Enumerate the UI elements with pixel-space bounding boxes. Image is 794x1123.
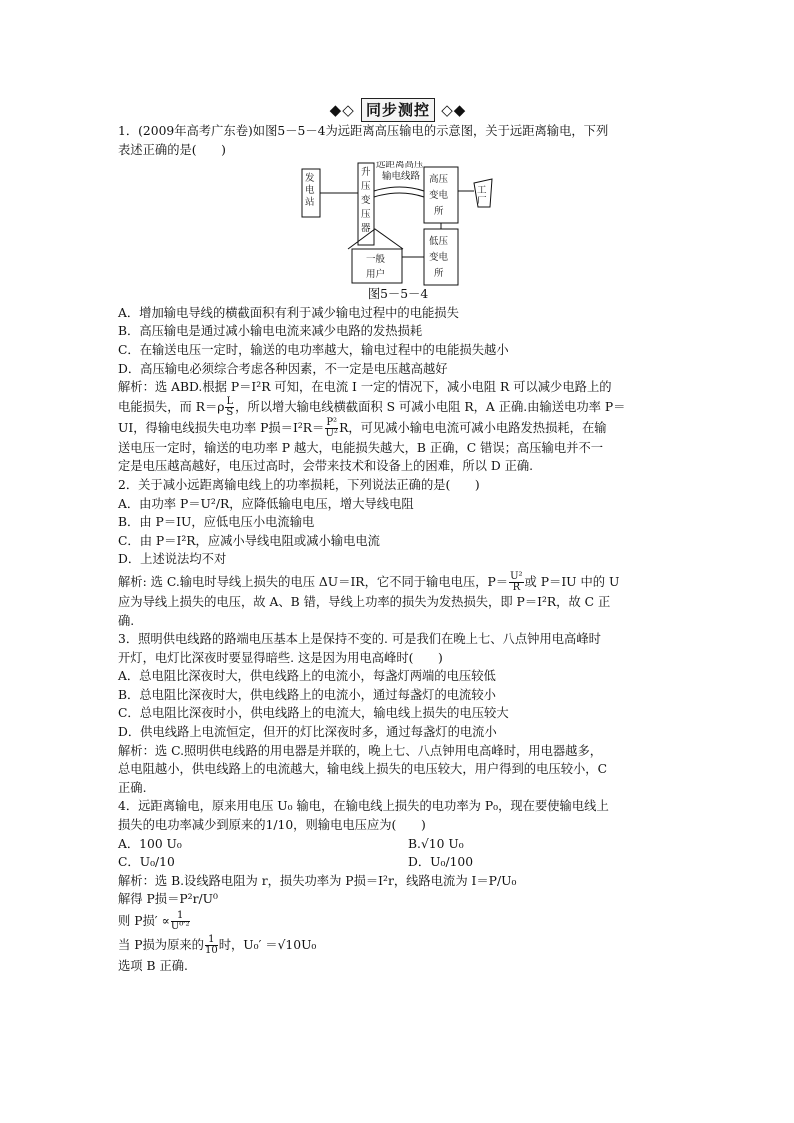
q1-answer-line3-b: R，可见减小输电电流可减小电路发热损耗，在输	[339, 420, 607, 435]
q1-stem-line2: 表述正确的是( )	[118, 142, 226, 157]
q2-option-a: A．由功率 P＝U²/R，应降低输电电压，增大导线电阻	[118, 496, 414, 511]
user-label-2: 用户	[366, 269, 386, 281]
q4-option-d: D．U₀/100	[408, 855, 474, 870]
q1-answer-line3	[118, 418, 678, 439]
q1-answer-line1: 解析：选 ABD.根据 P＝I²R 可知，在电流 I 一定的情况下，减小电阻 R 可以减少电路上的	[118, 380, 612, 395]
q3-option-b: B．总电阻比深夜时大，供电线路上的电流小，通过每盏灯的电流较小	[118, 687, 496, 702]
frac-den: S	[226, 406, 234, 418]
q1-answer-line2	[118, 397, 678, 418]
q4-answer-line1: 解析：选 B.设线路电阻为 r，损失功率为 P损＝I²r，线路电流为 I＝P/U₀	[118, 873, 517, 888]
q4-stem-line1: 4．远距离输电，原来用电压 U₀ 输电，在输电线上损失的电功率为 P₀，现在要使输电线上	[118, 799, 609, 814]
q1-stem-line1: 1．(2009年高考广东卷)如图5－5－4为远距离高压输电的示意图，关于远距离输电，下列	[118, 124, 609, 138]
q1-answer-line4: 送电压一定时，输送的电功率 P 越大，电能损失越大，B 正确，C 错误；高压输电并不一	[118, 440, 604, 455]
fraction-p2-over-u2	[325, 418, 338, 439]
frac-den: U⁰′²	[170, 921, 190, 932]
plant-label-1: 发	[305, 173, 315, 185]
frac-num: 1	[205, 935, 218, 946]
q4-answer-line3	[118, 909, 678, 933]
q4-stem-line2: 损失的电功率减少到原来的1/10，则输电电压应为( )	[118, 818, 426, 833]
q4-option-c: C．U₀/10	[118, 855, 175, 870]
q2-answer-line2: 应为导线上损失的电压，故 A、B 错，导线上功率的损失为发热损失，即 P＝I²R，故 C 正	[118, 594, 611, 609]
frac-num: L	[226, 395, 234, 407]
hv-label-1: 高压	[429, 174, 449, 186]
diagram-svg	[118, 161, 678, 289]
hv-label-3: 所	[434, 206, 444, 218]
factory-label-1: 工	[477, 185, 487, 197]
fraction-1-over-10	[205, 935, 218, 956]
line-label-2: 输电线路	[382, 171, 421, 183]
q1-answer-line5: 定是电压越高越好，电压过高时，会带来技术和设备上的困难，所以 D 正确.	[118, 459, 534, 474]
frac-num: 1	[171, 911, 190, 922]
q1-answer-line2-b: ，所以增大输电线横截面积 S 可减小电阻 R，A 正确.由输送电功率 P＝	[235, 399, 626, 414]
hv-label-2: 变电	[429, 190, 449, 202]
lv-label-3: 所	[434, 268, 444, 280]
q3-answer-line2: 总电阻越小，供电线路上的电流越大，输电线上损失的电压较大，用户得到的电压较小，C	[118, 762, 607, 777]
stepup-label-5: 器	[361, 223, 371, 235]
q2-option-c: C．由 P＝I²R，应减小导线电阻或减小输电电流	[118, 533, 380, 548]
q3-answer-line1: 解析：选 C.照明供电线路的用电器是并联的，晚上七、八点钟用电高峰时，用电器越多，	[118, 743, 603, 758]
fraction-u2-over-r	[509, 572, 523, 593]
q4-answer-line2: 解得 P损＝P²r/U⁰	[118, 892, 218, 907]
frac-den: 10	[204, 945, 218, 956]
banner-decoration-right-icon: ◇◆	[441, 101, 467, 119]
q3-answer-line3: 正确.	[118, 780, 147, 795]
q4-answer-line3-a: 则 P损′ ∝	[118, 914, 170, 928]
q2-option-b: B．由 P＝IU，应低电压小电流输电	[118, 515, 315, 530]
q1-option-c: C．在输送电压一定时，输送的电功率越大，输电过程中的电能损失越小	[118, 342, 509, 357]
question-3	[118, 630, 678, 797]
lv-label-1: 低压	[429, 236, 449, 248]
q4-option-a: A．100 U₀	[118, 836, 182, 851]
fraction-l-over-s	[225, 397, 234, 418]
plant-label-2: 电	[305, 185, 315, 197]
diagram-labels	[305, 161, 487, 280]
q3-option-a: A．总电阻比深夜时大，供电线路上的电流小，每盏灯两端的电压较低	[118, 669, 496, 684]
q2-stem: 2．关于减小远距离输电线上的功率损耗，下列说法正确的是( )	[118, 477, 480, 492]
q4-answer-line5: 选项 B 正确.	[118, 959, 188, 973]
q1-option-a: A．增加输电导线的横截面积有利于减少输电过程中的电能损失	[118, 305, 459, 320]
q1-answer-line2-a: 电能损失，而 R＝ρ	[118, 399, 225, 414]
frac-num: U²	[510, 570, 523, 582]
frac-num: P²	[326, 416, 338, 428]
document-page	[118, 98, 678, 976]
q4-answer-line4-b: 时，U₀′ ＝√10U₀	[218, 938, 317, 952]
q3-option-c: C．总电阻比深夜时小，供电线路上的电流大，输电线上损失的电压较大	[118, 706, 509, 721]
fraction-1-over-u0	[171, 911, 190, 932]
plant-label-3: 站	[305, 197, 315, 209]
q2-option-d: D．上述说法均不对	[118, 552, 227, 567]
section-banner	[118, 98, 678, 120]
q2-answer-line1-a: 解析: 选 C.输电时导线上损失的电压 ΔU＝IR，它不同于输电电压，P＝	[118, 574, 509, 589]
banner-decoration-left-icon: ◆◇	[329, 101, 355, 119]
q4-options-row1	[118, 835, 678, 854]
question-2	[118, 476, 678, 630]
q3-stem-line1: 3．照明供电线路的路端电压基本上是保持不变的. 可是我们在晚上七、八点钟用电高峰时	[118, 632, 601, 647]
frac-den: R	[512, 581, 521, 593]
frac-den: U²	[325, 427, 338, 439]
q1-answer-line3-a: UI，得输电线损失电功率 P损＝I²R＝	[118, 420, 325, 435]
house-roof	[348, 229, 403, 249]
q3-option-d: D．供电线路上电流恒定，但开的灯比深夜时多，通过每盏灯的电流小	[118, 725, 497, 740]
q4-answer-line4-a: 当 P损为原来的	[118, 938, 204, 952]
stepup-label-3: 变	[361, 195, 371, 207]
q2-answer-line1	[118, 572, 678, 593]
line-label-1: 远距离高压	[376, 161, 424, 171]
q3-stem-line2: 开灯，电灯比深夜时要显得暗些. 这是因为用电高峰时( )	[118, 650, 443, 665]
q4-option-b: B.√10 U₀	[408, 836, 464, 851]
lv-label-2: 变电	[429, 252, 449, 264]
figure-caption: 图5－5－4	[367, 287, 429, 302]
q1-option-d: D．高压输电必须综合考虑各种因素，不一定是电压越高越好	[118, 361, 448, 376]
q2-answer-line1-b: 或 P＝IU 中的 U	[524, 574, 620, 589]
power-transmission-diagram	[118, 161, 678, 289]
question-4	[118, 797, 678, 975]
q1-option-b: B．高压输电是通过减小输电电流来减少电路的发热损耗	[118, 324, 423, 339]
q2-answer-line3: 确.	[118, 613, 135, 628]
q4-answer-line4	[118, 933, 678, 957]
stepup-label-1: 升	[361, 167, 371, 179]
factory-label-2: 厂	[477, 196, 487, 208]
q4-options-row2	[118, 853, 678, 872]
question-1	[118, 122, 678, 476]
banner-title: 同步测控	[361, 98, 435, 122]
stepup-label-4: 压	[361, 209, 371, 221]
stepup-label-2: 压	[361, 181, 371, 193]
user-label-1: 一般	[366, 254, 386, 266]
